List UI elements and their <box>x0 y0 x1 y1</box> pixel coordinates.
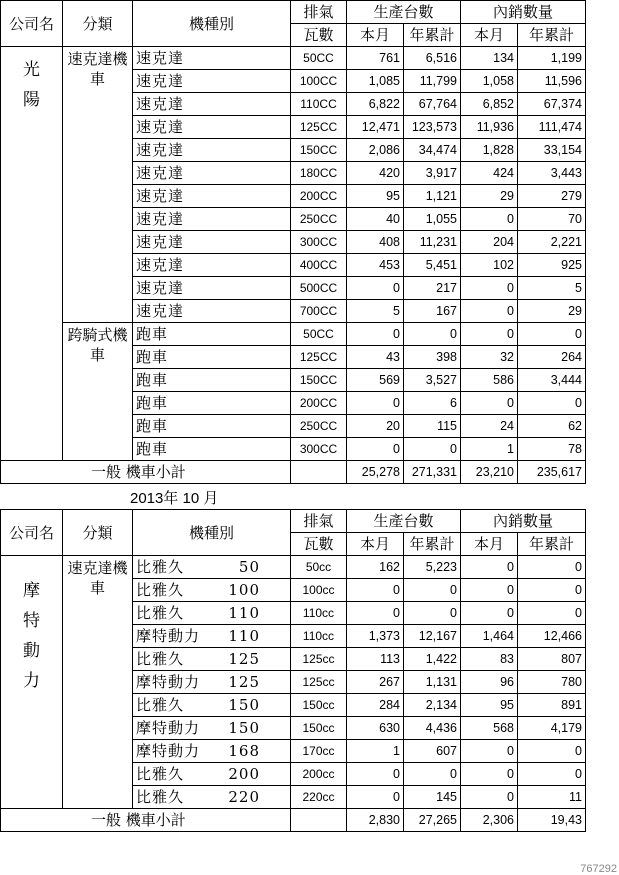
company-name-char: 陽 <box>23 90 40 110</box>
displacement: 125CC <box>291 346 347 369</box>
prod-month: 6,822 <box>347 93 404 116</box>
model-cc: 110 <box>228 627 260 645</box>
model-cell <box>133 763 291 786</box>
prod-ytd: 11,231 <box>404 231 461 254</box>
dom-ytd: 264 <box>518 346 586 369</box>
dom-month: 204 <box>461 231 518 254</box>
company-name-char: 動 <box>23 641 40 661</box>
model-name: 速克達 <box>133 70 291 93</box>
header-category: 分類 <box>63 510 133 556</box>
header-prod-ytd: 年累計 <box>404 533 461 556</box>
prod-ytd: 11,799 <box>404 70 461 93</box>
displacement: 100CC <box>291 70 347 93</box>
header-prod-ytd: 年累計 <box>404 24 461 47</box>
dom-month: 1,058 <box>461 70 518 93</box>
subtotal-dom-month: 2,306 <box>461 809 518 832</box>
category-cell <box>63 556 133 809</box>
category-label: 跨騎式機車 <box>67 326 128 364</box>
dom-month: 0 <box>461 740 518 763</box>
dom-month: 0 <box>461 300 518 323</box>
model-cell <box>133 556 291 579</box>
prod-ytd: 2,134 <box>404 694 461 717</box>
prod-ytd: 167 <box>404 300 461 323</box>
prod-ytd: 3,917 <box>404 162 461 185</box>
prod-month: 408 <box>347 231 404 254</box>
prod-ytd: 123,573 <box>404 116 461 139</box>
table-row <box>1 47 586 70</box>
displacement: 400CC <box>291 254 347 277</box>
prod-ytd: 1,131 <box>404 671 461 694</box>
prod-ytd: 12,167 <box>404 625 461 648</box>
header-displacement-2: 瓦數 <box>291 24 347 47</box>
dom-ytd: 279 <box>518 185 586 208</box>
model-cc: 200 <box>228 765 260 783</box>
prod-month: 284 <box>347 694 404 717</box>
prod-month: 0 <box>347 763 404 786</box>
displacement: 50CC <box>291 323 347 346</box>
displacement: 150cc <box>291 717 347 740</box>
model-name: 速克達 <box>133 162 291 185</box>
model-name: 比雅久 <box>136 581 185 599</box>
header-displacement-2: 瓦數 <box>291 533 347 556</box>
prod-ytd: 607 <box>404 740 461 763</box>
model-cc: 150 <box>228 696 260 714</box>
prod-month: 267 <box>347 671 404 694</box>
table-motor-power <box>0 509 586 832</box>
dom-month: 0 <box>461 556 518 579</box>
model-name: 速克達 <box>133 139 291 162</box>
prod-ytd: 6 <box>404 392 461 415</box>
subtotal-row <box>1 461 586 484</box>
model-name: 摩特動力 <box>136 719 201 737</box>
dom-ytd: 29 <box>518 300 586 323</box>
model-name: 速克達 <box>133 254 291 277</box>
prod-month: 0 <box>347 277 404 300</box>
prod-ytd: 0 <box>404 602 461 625</box>
prod-month: 95 <box>347 185 404 208</box>
dom-month: 96 <box>461 671 518 694</box>
prod-month: 1 <box>347 740 404 763</box>
prod-ytd: 217 <box>404 277 461 300</box>
model-name: 速克達 <box>133 116 291 139</box>
company-name-text <box>4 556 59 696</box>
dom-month: 0 <box>461 323 518 346</box>
model-name: 摩特動力 <box>136 673 201 691</box>
dom-month: 1 <box>461 438 518 461</box>
dom-ytd: 0 <box>518 392 586 415</box>
category-label: 速克達機車 <box>67 559 128 597</box>
model-name: 速克達 <box>133 277 291 300</box>
model-name: 速克達 <box>133 208 291 231</box>
header-prod-month: 本月 <box>347 533 404 556</box>
displacement: 250CC <box>291 208 347 231</box>
prod-month: 1,085 <box>347 70 404 93</box>
displacement: 200cc <box>291 763 347 786</box>
displacement: 200CC <box>291 392 347 415</box>
dom-ytd: 1,199 <box>518 47 586 70</box>
displacement: 100cc <box>291 579 347 602</box>
dom-ytd: 0 <box>518 740 586 763</box>
dom-month: 0 <box>461 392 518 415</box>
model-cell <box>133 717 291 740</box>
dom-month: 424 <box>461 162 518 185</box>
model-name: 跑車 <box>133 369 291 392</box>
model-name: 速克達 <box>133 47 291 70</box>
prod-ytd: 3,527 <box>404 369 461 392</box>
dom-month: 6,852 <box>461 93 518 116</box>
displacement: 500CC <box>291 277 347 300</box>
model-name: 摩特動力 <box>136 742 201 760</box>
header-domestic: 內銷數量 <box>461 1 586 24</box>
model-name: 速克達 <box>133 93 291 116</box>
category-cell <box>63 47 133 323</box>
subtotal-dom-month: 23,210 <box>461 461 518 484</box>
displacement: 700CC <box>291 300 347 323</box>
header-prod-month: 本月 <box>347 24 404 47</box>
header-model: 機種別 <box>133 1 291 47</box>
subtotal-dom-ytd: 19,43 <box>518 809 586 832</box>
model-name: 速克達 <box>133 231 291 254</box>
header-row-1 <box>1 1 586 24</box>
dom-month: 0 <box>461 579 518 602</box>
displacement: 50CC <box>291 47 347 70</box>
prod-ytd: 0 <box>404 323 461 346</box>
model-cc: 100 <box>228 581 260 599</box>
dom-month: 29 <box>461 185 518 208</box>
prod-ytd: 0 <box>404 438 461 461</box>
model-cell <box>133 740 291 763</box>
prod-ytd: 1,055 <box>404 208 461 231</box>
model-name: 速克達 <box>133 300 291 323</box>
displacement: 125cc <box>291 671 347 694</box>
subtotal-prod-month: 25,278 <box>347 461 404 484</box>
model-name: 跑車 <box>133 415 291 438</box>
displacement: 125CC <box>291 116 347 139</box>
model-cc: 125 <box>228 650 260 668</box>
prod-ytd: 5,223 <box>404 556 461 579</box>
header-dom-ytd: 年累計 <box>518 533 586 556</box>
prod-ytd: 34,474 <box>404 139 461 162</box>
dom-month: 568 <box>461 717 518 740</box>
dom-month: 95 <box>461 694 518 717</box>
dom-ytd: 67,374 <box>518 93 586 116</box>
dom-ytd: 5 <box>518 277 586 300</box>
model-name: 比雅久 <box>136 558 185 576</box>
dom-month: 11,936 <box>461 116 518 139</box>
prod-month: 113 <box>347 648 404 671</box>
header-displacement-1: 排氣 <box>291 510 347 533</box>
dom-month: 134 <box>461 47 518 70</box>
dom-ytd: 925 <box>518 254 586 277</box>
header-production: 生產台數 <box>347 1 461 24</box>
prod-month: 630 <box>347 717 404 740</box>
model-cell <box>133 648 291 671</box>
prod-month: 2,086 <box>347 139 404 162</box>
dom-month: 0 <box>461 602 518 625</box>
company-name-char: 摩 <box>23 581 40 601</box>
dom-ytd: 4,179 <box>518 717 586 740</box>
model-name: 跑車 <box>133 323 291 346</box>
company-name-char: 特 <box>23 611 40 631</box>
prod-month: 569 <box>347 369 404 392</box>
prod-month: 453 <box>347 254 404 277</box>
prod-month: 0 <box>347 602 404 625</box>
prod-month: 761 <box>347 47 404 70</box>
header-row-1 <box>1 510 586 533</box>
dom-month: 0 <box>461 786 518 809</box>
prod-ytd: 67,764 <box>404 93 461 116</box>
header-displacement-1: 排氣 <box>291 1 347 24</box>
model-cell <box>133 579 291 602</box>
dom-ytd: 0 <box>518 763 586 786</box>
displacement: 110cc <box>291 602 347 625</box>
prod-month: 420 <box>347 162 404 185</box>
model-name: 比雅久 <box>136 650 185 668</box>
subtotal-empty <box>291 809 347 832</box>
dom-ytd: 70 <box>518 208 586 231</box>
model-name: 比雅久 <box>136 604 185 622</box>
displacement: 300CC <box>291 438 347 461</box>
prod-ytd: 115 <box>404 415 461 438</box>
dom-ytd: 3,444 <box>518 369 586 392</box>
displacement: 150CC <box>291 139 347 162</box>
displacement: 220cc <box>291 786 347 809</box>
dom-ytd: 807 <box>518 648 586 671</box>
dom-month: 83 <box>461 648 518 671</box>
dom-month: 0 <box>461 763 518 786</box>
company-name-text <box>4 47 59 115</box>
prod-month: 40 <box>347 208 404 231</box>
table-row <box>1 323 586 346</box>
prod-month: 1,373 <box>347 625 404 648</box>
prod-ytd: 1,121 <box>404 185 461 208</box>
date-label: 2013年 10 月 <box>130 490 219 507</box>
displacement: 170cc <box>291 740 347 763</box>
dom-month: 0 <box>461 208 518 231</box>
prod-ytd: 0 <box>404 763 461 786</box>
prod-month: 12,471 <box>347 116 404 139</box>
prod-month: 20 <box>347 415 404 438</box>
dom-month: 1,464 <box>461 625 518 648</box>
subtotal-label: 一般 機車小計 <box>1 461 291 484</box>
dom-month: 32 <box>461 346 518 369</box>
prod-month: 0 <box>347 392 404 415</box>
prod-ytd: 5,451 <box>404 254 461 277</box>
header-production: 生產台數 <box>347 510 461 533</box>
prod-ytd: 145 <box>404 786 461 809</box>
dom-ytd: 0 <box>518 556 586 579</box>
dom-ytd: 0 <box>518 323 586 346</box>
dom-ytd: 3,443 <box>518 162 586 185</box>
header-category: 分類 <box>63 1 133 47</box>
prod-month: 0 <box>347 579 404 602</box>
model-cc: 125 <box>228 673 260 691</box>
displacement: 150CC <box>291 369 347 392</box>
displacement: 180CC <box>291 162 347 185</box>
dom-month: 24 <box>461 415 518 438</box>
prod-month: 43 <box>347 346 404 369</box>
company-name <box>1 47 63 461</box>
prod-month: 0 <box>347 323 404 346</box>
model-cell <box>133 694 291 717</box>
header-dom-ytd: 年累計 <box>518 24 586 47</box>
displacement: 110CC <box>291 93 347 116</box>
model-cell <box>133 671 291 694</box>
dom-month: 586 <box>461 369 518 392</box>
watermark: 767292 <box>580 863 617 875</box>
model-name: 比雅久 <box>136 696 185 714</box>
subtotal-row <box>1 809 586 832</box>
dom-ytd: 12,466 <box>518 625 586 648</box>
prod-month: 5 <box>347 300 404 323</box>
prod-month: 162 <box>347 556 404 579</box>
prod-ytd: 1,422 <box>404 648 461 671</box>
dom-month: 102 <box>461 254 518 277</box>
dom-ytd: 111,474 <box>518 116 586 139</box>
header-dom-month: 本月 <box>461 533 518 556</box>
prod-month: 0 <box>347 438 404 461</box>
dom-ytd: 0 <box>518 579 586 602</box>
model-name: 速克達 <box>133 185 291 208</box>
prod-ytd: 398 <box>404 346 461 369</box>
subtotal-dom-ytd: 235,617 <box>518 461 586 484</box>
dom-month: 0 <box>461 277 518 300</box>
dom-ytd: 0 <box>518 602 586 625</box>
dom-ytd: 62 <box>518 415 586 438</box>
model-cc: 220 <box>228 788 260 806</box>
displacement: 250CC <box>291 415 347 438</box>
model-cell <box>133 602 291 625</box>
model-name: 比雅久 <box>136 788 185 806</box>
prod-ytd: 0 <box>404 579 461 602</box>
dom-ytd: 11 <box>518 786 586 809</box>
company-name <box>1 556 63 809</box>
header-domestic: 內銷數量 <box>461 510 586 533</box>
dom-ytd: 2,221 <box>518 231 586 254</box>
displacement: 110cc <box>291 625 347 648</box>
model-name: 跑車 <box>133 346 291 369</box>
prod-ytd: 6,516 <box>404 47 461 70</box>
subtotal-prod-month: 2,830 <box>347 809 404 832</box>
displacement: 150cc <box>291 694 347 717</box>
dom-ytd: 33,154 <box>518 139 586 162</box>
header-company: 公司名 <box>1 510 63 556</box>
company-name-char: 光 <box>23 60 40 80</box>
model-cc: 50 <box>238 558 260 576</box>
dom-month: 1,828 <box>461 139 518 162</box>
prod-month: 0 <box>347 786 404 809</box>
subtotal-prod-ytd: 27,265 <box>404 809 461 832</box>
displacement: 300CC <box>291 231 347 254</box>
model-name: 跑車 <box>133 392 291 415</box>
header-model: 機種別 <box>133 510 291 556</box>
company-name-char: 力 <box>23 671 40 691</box>
dom-ytd: 11,596 <box>518 70 586 93</box>
model-cc: 150 <box>228 719 260 737</box>
model-cell <box>133 786 291 809</box>
header-dom-month: 本月 <box>461 24 518 47</box>
header-company: 公司名 <box>1 1 63 47</box>
category-cell <box>63 323 133 461</box>
model-name: 摩特動力 <box>136 627 201 645</box>
subtotal-prod-ytd: 271,331 <box>404 461 461 484</box>
model-name: 跑車 <box>133 438 291 461</box>
dom-ytd: 891 <box>518 694 586 717</box>
model-cc: 110 <box>228 604 260 622</box>
displacement: 50cc <box>291 556 347 579</box>
dom-ytd: 780 <box>518 671 586 694</box>
model-cc: 168 <box>228 742 260 760</box>
model-cell <box>133 625 291 648</box>
table-row <box>1 556 586 579</box>
subtotal-label: 一般 機車小計 <box>1 809 291 832</box>
category-label: 速克達機車 <box>67 50 128 88</box>
dom-ytd: 78 <box>518 438 586 461</box>
displacement: 125cc <box>291 648 347 671</box>
displacement: 200CC <box>291 185 347 208</box>
prod-ytd: 4,436 <box>404 717 461 740</box>
subtotal-empty <box>291 461 347 484</box>
model-name: 比雅久 <box>136 765 185 783</box>
